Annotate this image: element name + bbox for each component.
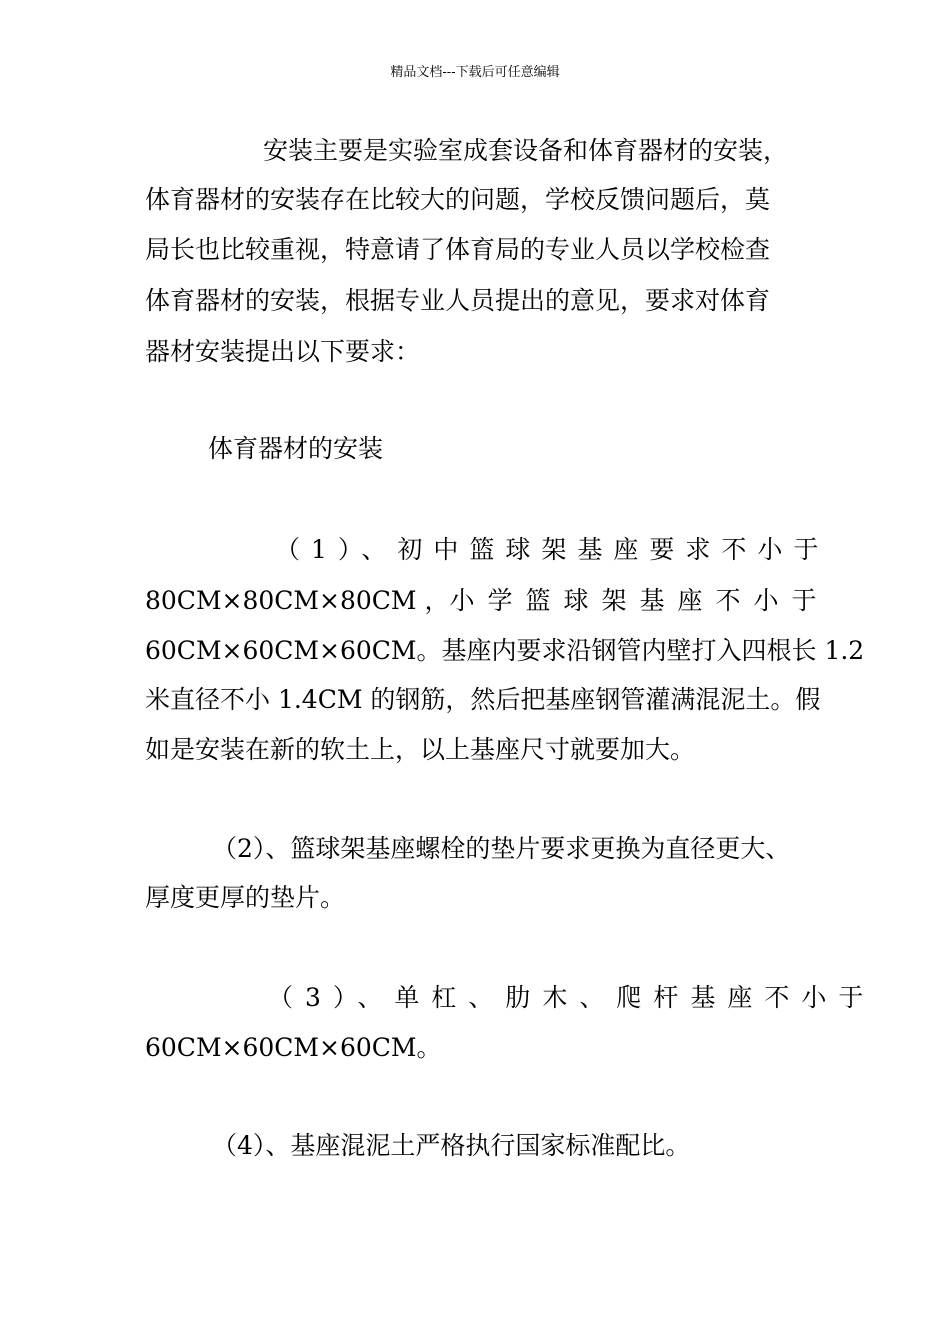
item1-line-2-left: 80CM×80CM×80CM ， <box>145 586 450 615</box>
item1-line-3: 60CM×60CM×60CM。基座内要求沿钢管内壁打入四根长 1.2 <box>145 636 865 665</box>
item2-line-1: （2）、篮球架基座螺栓的垫片要求更换为直径更大、 <box>212 834 791 863</box>
intro-line-1: 安装主要是实验室成套设备和体育器材的安装， <box>263 136 789 165</box>
intro-line-2: 体育器材的安装存在比较大的问题，学校反馈问题后，莫 <box>145 185 771 214</box>
item1-line-2 <box>145 585 830 617</box>
item1-line-5: 如是安装在新的软土上，以上基座尺寸就要加大。 <box>145 735 696 764</box>
page-header: 精品文档---下载后可任意编辑 <box>390 65 560 80</box>
item2-line-2: 厚度更厚的垫片。 <box>145 883 346 912</box>
section-heading: 体育器材的安装 <box>208 434 384 463</box>
item3-line-1: （3）、单杠、肋木、爬杆基座不小于 <box>268 983 876 1012</box>
item4-line-1: （4）、基座混泥土严格执行国家标准配比。 <box>212 1131 691 1160</box>
item1-line-4: 米直径不小 1.4CM 的钢筋，然后把基座钢管灌满混泥土。假 <box>145 685 821 714</box>
item1-line-2-right: 小学篮球架基座不小于 <box>449 586 830 615</box>
intro-line-4: 体育器材的安装，根据专业人员提出的意见，要求对体育 <box>145 286 771 315</box>
item3-line-2: 60CM×60CM×60CM。 <box>145 1033 442 1062</box>
intro-line-5: 器材安装提出以下要求： <box>145 337 421 366</box>
item1-line-1: （1）、初中篮球架基座要求不小于 <box>275 535 830 564</box>
intro-line-3: 局长也比较重视，特意请了体育局的专业人员以学校检查 <box>145 235 771 264</box>
